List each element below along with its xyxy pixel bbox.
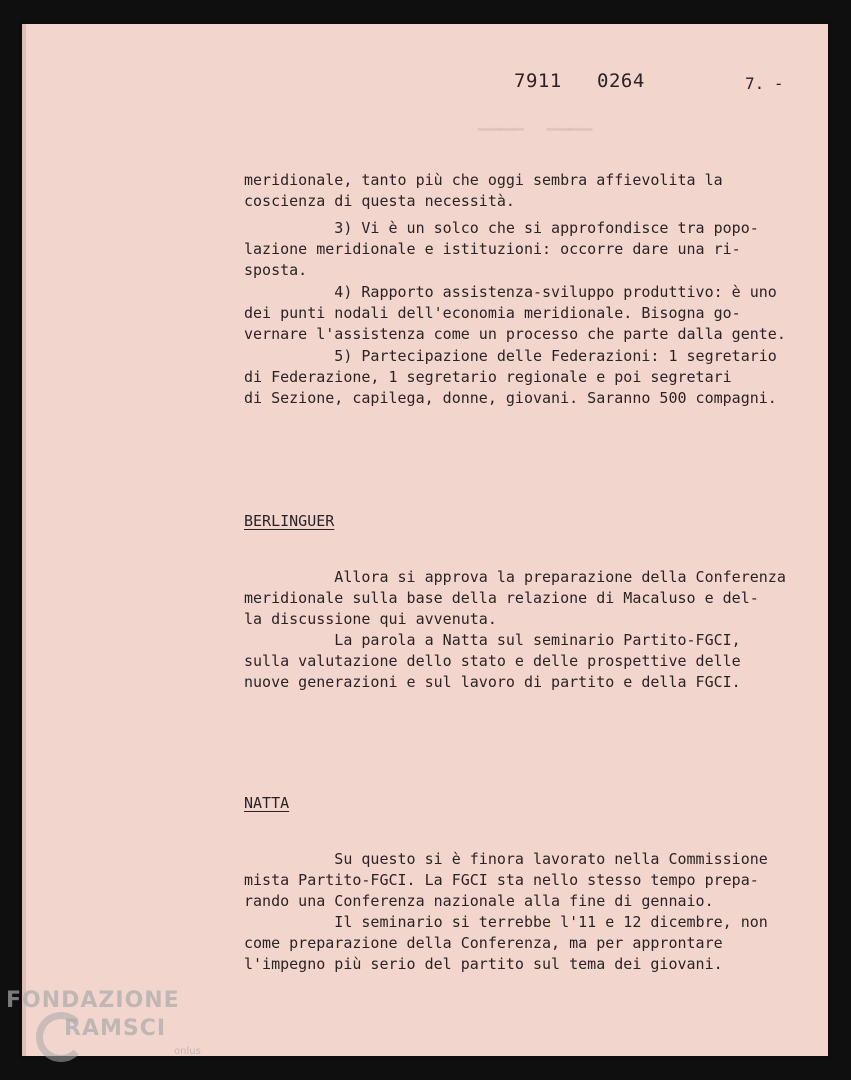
paragraph: meridionale, tanto più che oggi sembra affievolita la coscienza di questa necessità. <box>244 171 723 210</box>
speaker-heading-berlinguer: BERLINGUER <box>244 512 335 530</box>
document-ref-number-a: 7911 <box>514 70 562 92</box>
logo-text-line3: onlus <box>174 1046 201 1057</box>
speaker-heading-natta: NATTA <box>244 794 290 812</box>
paragraph-point-3: 3) Vi è un solco che si approfondisce tra popo- lazione meridionale e istituzioni: occorre dare una ri- sposta. <box>244 219 759 279</box>
fondazione-gramsci-logo <box>6 988 201 1057</box>
paragraph-point-4: 4) Rapporto assistenza-sviluppo produttivo: è uno dei punti nodali dell'economia meridionale. Bisogna go- vernare l'assistenza come un processo che parte dalla gente. <box>244 283 786 343</box>
paragraph-berlinguer-1: Allora si approva la preparazione della Conferenza meridionale sulla base della relazione di Macaluso e del- la discussione qui avvenuta. <box>244 568 786 628</box>
logo-text-line1: FONDAZIONE <box>6 988 180 1013</box>
document-ref-number-b: 0264 <box>597 70 645 92</box>
paragraph-berlinguer-2: La parola a Natta sul seminario Partito-FGCI, sulla valutazione dello stato e delle prospettive delle nuove generazioni e sul lavoro di partito e della FGCI. <box>244 631 741 691</box>
paragraph-natta-2: Il seminario si terrebbe l'11 e 12 dicembre, non come preparazione della Conferenza, ma per approntare l'impegno più serio del partito sul tema dei giovani. <box>244 913 768 973</box>
logo-text-line2: RAMSCI <box>64 1016 167 1041</box>
show-through-ref: ▁▁▁▁ ▁▁▁▁ <box>478 109 593 131</box>
page-edge <box>22 24 26 1056</box>
page-number: 7. - <box>745 74 784 93</box>
paragraph-natta-1: Su questo si è finora lavorato nella Commissione mista Partito-FGCI. La FGCI sta nello stesso tempo prepa- rando una Conferenza nazionale alla fine di gennaio. <box>244 850 768 910</box>
paragraph-point-5: 5) Partecipazione delle Federazioni: 1 segretario di Federazione, 1 segretario regionale e poi segretari di Sezione, capilega, donne, giovani. Saranno 500 compagni. <box>244 347 777 407</box>
